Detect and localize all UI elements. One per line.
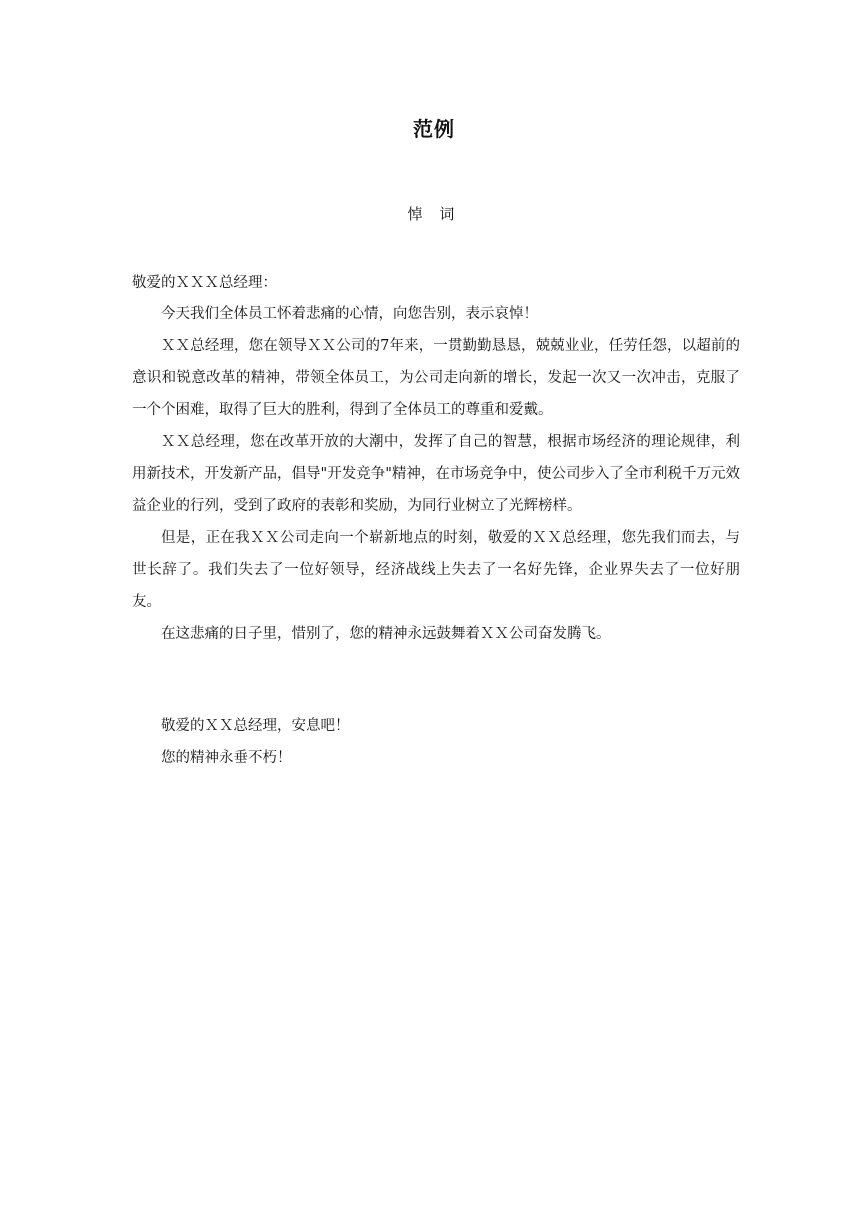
eulogy-body (132, 298, 740, 650)
document-heading: 范例 (413, 117, 455, 141)
salutation: 敬爱的ＸＸＸ总经理： (132, 275, 277, 291)
paragraph-remembrance: 在这悲痛的日子里，惜别了，您的精神永远鼓舞着ＸＸ公司奋发腾飞。 (161, 626, 611, 642)
paragraph-loss: 但是，正在我ＸＸ公司走向一个崭新地点的时刻，敬爱的ＸＸ总经理，您先我们而去，与世长辞了。我们失去了一位好领导，经济战线上失去了一名好先锋，企业界失去了一位好朋友。 (132, 530, 740, 610)
closing-lines (132, 710, 740, 774)
eulogy-title: 悼 词 (407, 205, 461, 223)
closing-line-rest: 敬爱的ＸＸ总经理，安息吧！ (161, 718, 350, 734)
closing-line-immortal: 您的精神永垂不朽！ (161, 750, 292, 766)
paragraph-achievements: ＸＸ总经理，您在改革开放的大潮中，发挥了自己的智慧，根据市场经济的理论规律，利用新技术，开发新产品，倡导"开发竞争"精神，在市场竞争中，使公司步入了全市利税千万元效益企业的行列，受到了政府的表彰和奖励，为同行业树立了光辉榜样。 (132, 434, 740, 514)
paragraph-leadership: ＸＸ总经理，您在领导ＸＸ公司的7年来，一贯勤勤恳恳，兢兢业业，任劳任怨，以超前的意识和锐意改革的精神，带领全体员工，为公司走向新的增长，发起一次又一次冲击，克服了一个个困难，取得了巨大的胜利，得到了全体员工的尊重和爱戴。 (132, 338, 740, 418)
paragraph-farewell: 今天我们全体员工怀着悲痛的心情，向您告别，表示哀悼！ (161, 306, 538, 322)
